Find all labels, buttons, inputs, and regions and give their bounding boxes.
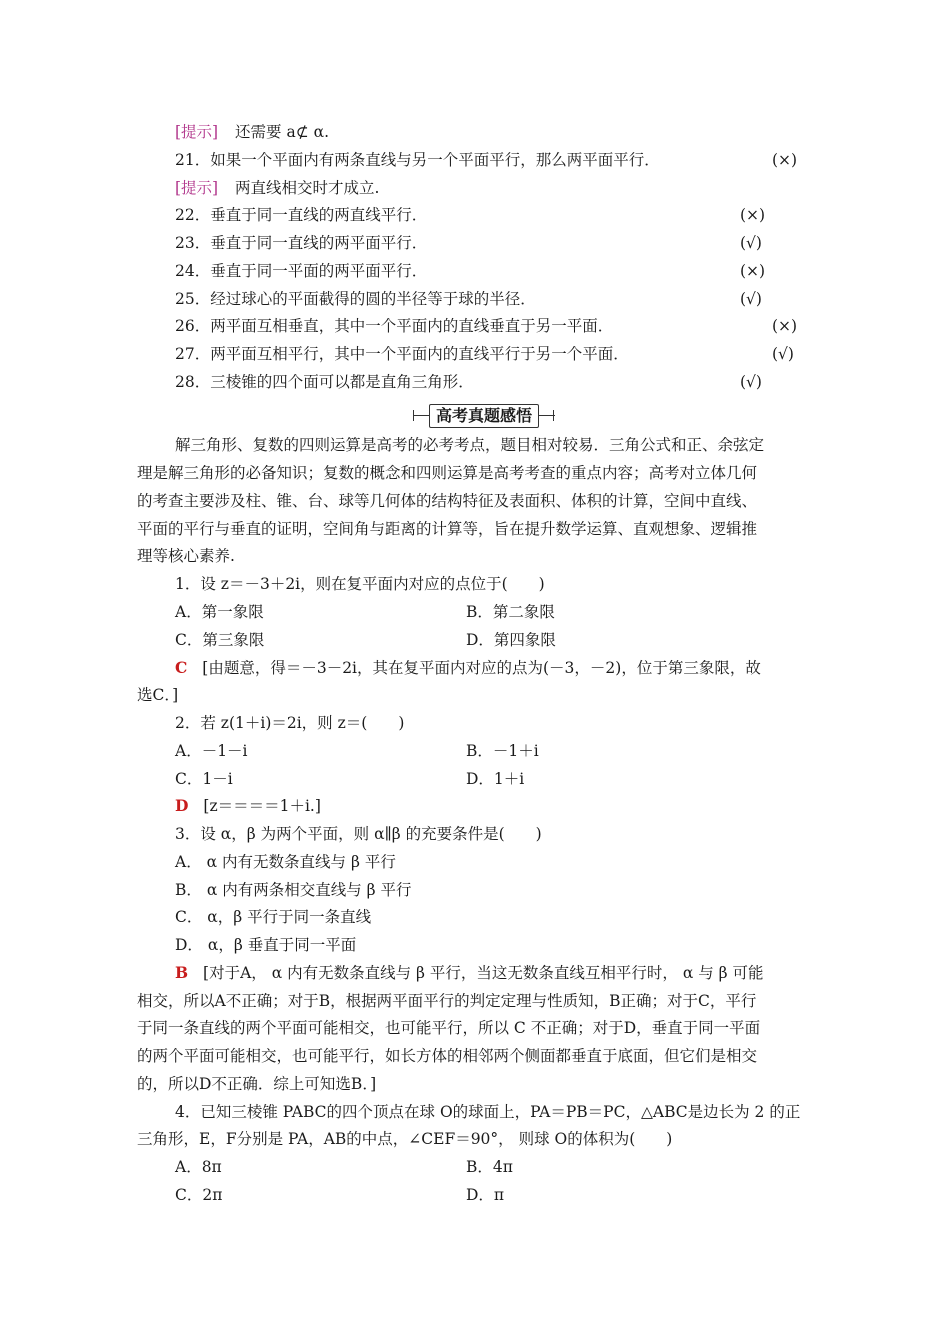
- question-25: 25．经过球心的平面截得的圆的半径等于球的半径．: [175, 290, 536, 308]
- q3-explanation: [175, 962, 764, 984]
- q3-expl-text: [对于A， α 内有无数条直线与 β 平行，当这无数条直线互相平行时， α 与 β 可能: [203, 964, 764, 982]
- q4-stem-line-2: 三角形，E，F分别是 PA，AB的中点，∠CEF＝90°， 则球 O的体积为( ): [137, 1130, 673, 1148]
- q3-stem: 3．设 α，β 为两个平面，则 α∥β 的充要条件是( ): [175, 825, 542, 843]
- answer-mark-25: (√): [740, 290, 762, 308]
- hint-row-1: [175, 121, 329, 143]
- q4-option-a: A．8π: [175, 1158, 222, 1176]
- q3-option-b: B． α 内有两条相交直线与 β 平行: [175, 881, 412, 899]
- q1-option-c: C．第三象限: [175, 631, 265, 649]
- section-title: 高考真题感悟: [429, 404, 539, 428]
- q2-option-d: D．1＋i: [466, 770, 525, 788]
- answer-mark-21: (×): [772, 151, 798, 169]
- q2-option-a: A．－1－i: [175, 742, 248, 760]
- q4-option-c: C．2π: [175, 1186, 223, 1204]
- question-27: 27．两平面互相平行，其中一个平面内的直线平行于另一个平面．: [175, 345, 629, 363]
- question-22: 22．垂直于同一直线的两直线平行．: [175, 206, 428, 224]
- q1-explanation: [175, 657, 761, 679]
- answer-mark-22: (×): [740, 206, 766, 224]
- q3-expl-line-5: 的，所以D不正确．综上可知选B．]: [137, 1075, 377, 1093]
- answer-mark-23: (√): [740, 234, 762, 252]
- q3-option-a: A． α 内有无数条直线与 β 平行: [175, 853, 396, 871]
- intro-line-4: 平面的平行与垂直的证明，空间角与距离的计算等，旨在提升数学运算、直观想象、逻辑推: [137, 520, 758, 538]
- q1-option-a: A．第一象限: [175, 603, 264, 621]
- q3-option-d: D． α，β 垂直于同一平面: [175, 936, 357, 954]
- q2-stem: 2．若 z(1＋i)＝2i，则 z＝( ): [175, 714, 405, 732]
- question-21: 21．如果一个平面内有两条直线与另一个平面平行，那么两平面平行．: [175, 151, 660, 169]
- q3-expl-line-3: 于同一条直线的两个平面可能相交，也可能平行，所以 C 不正确；对于D，垂直于同一平面: [137, 1019, 761, 1037]
- hint-row-2: [175, 177, 379, 199]
- q2-answer: D: [175, 796, 189, 815]
- intro-line-5: 理等核心素养.: [137, 547, 235, 565]
- answer-mark-26: (×): [772, 317, 798, 335]
- q4-option-b: B．4π: [466, 1158, 513, 1176]
- q1-stem: 1．设 z＝－3＋2i，则在复平面内对应的点位于( ): [175, 575, 545, 593]
- hint-label: [提示]: [175, 179, 219, 197]
- intro-line-3: 的考查主要涉及柱、锥、台、球等几何体的结构特征及表面积、体积的计算，空间中直线、: [137, 492, 758, 510]
- q2-option-b: B．－1＋i: [466, 742, 539, 760]
- intro-line-2: 理是解三角形的必备知识；复数的概念和四则运算是高考考查的重点内容；高考对立体几何: [137, 464, 758, 482]
- answer-mark-27: (√): [772, 345, 794, 363]
- hint-text: 两直线相交时才成立.: [235, 179, 380, 197]
- q2-expl-text: [z＝＝＝＝1＋i.]: [203, 797, 321, 815]
- q1-option-d: D．第四象限: [466, 631, 556, 649]
- q3-option-c: C． α，β 平行于同一条直线: [175, 908, 372, 926]
- intro-line-1: 解三角形、复数的四则运算是高考的必考考点，题目相对较易．三角公式和正、余弦定: [175, 436, 765, 454]
- hint-text: 还需要 a⊄ α.: [235, 123, 330, 141]
- q3-answer: B: [175, 963, 189, 982]
- answer-mark-28: (√): [740, 373, 762, 391]
- q1-expl-line-2: 选C．]: [137, 686, 179, 704]
- q4-option-d: D．π: [466, 1186, 505, 1204]
- q4-stem-line-1: 4．已知三棱锥 PABC的四个顶点在球 O的球面上，PA＝PB＝PC，△ABC是边长为 2 的正: [175, 1103, 801, 1121]
- q3-expl-line-2: 相交，所以A不正确；对于B，根据两平面平行的判定定理与性质知，B正确；对于C，平行: [137, 992, 757, 1010]
- q2-option-c: C．1－i: [175, 770, 233, 788]
- question-24: 24．垂直于同一平面的两平面平行．: [175, 262, 428, 280]
- q1-expl-text: [由题意，得＝－3－2i，其在复平面内对应的点为(－3，－2)，位于第三象限，故: [202, 659, 761, 677]
- question-26: 26．两平面互相垂直，其中一个平面内的直线垂直于另一平面．: [175, 317, 614, 335]
- section-title-banner: [413, 404, 555, 428]
- q2-explanation: [175, 795, 321, 817]
- q3-expl-line-4: 的两个平面可能相交，也可能平行，如长方体的相邻两个侧面都垂直于底面，但它们是相交: [137, 1047, 758, 1065]
- q1-answer: C: [175, 658, 188, 677]
- hint-label: [提示]: [175, 123, 219, 141]
- q1-option-b: B．第二象限: [466, 603, 555, 621]
- answer-mark-24: (×): [740, 262, 766, 280]
- question-28: 28．三棱锥的四个面可以都是直角三角形．: [175, 373, 474, 391]
- question-23: 23．垂直于同一直线的两平面平行．: [175, 234, 428, 252]
